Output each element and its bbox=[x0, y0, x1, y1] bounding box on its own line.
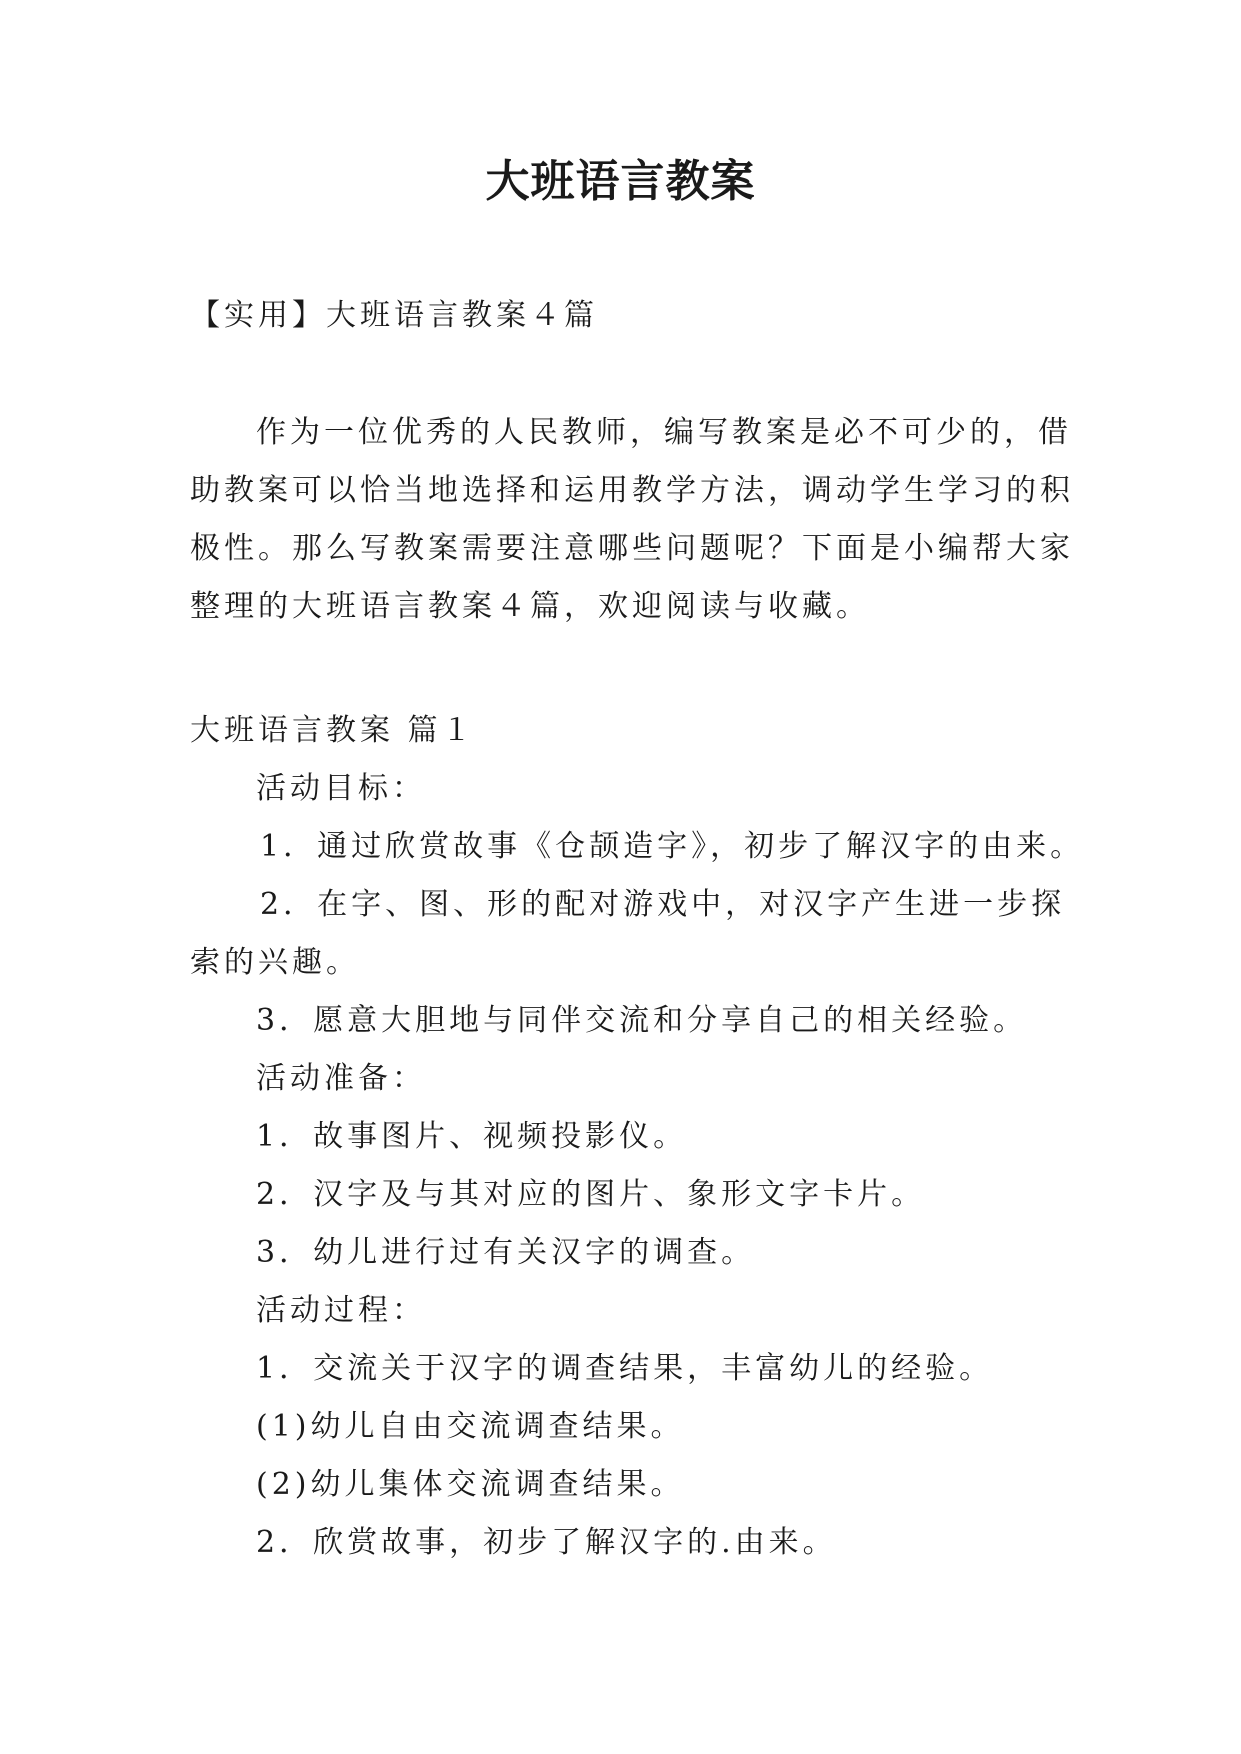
prep-item: 1．故事图片、视频投影仪。 bbox=[256, 1119, 688, 1154]
prep-item: 3．幼儿进行过有关汉字的调查。 bbox=[256, 1235, 756, 1270]
process-heading: 活动过程： bbox=[256, 1293, 426, 1328]
lesson-body bbox=[190, 702, 1090, 1572]
prep-item: 2．汉字及与其对应的图片、象形文字卡片。 bbox=[256, 1177, 926, 1212]
process-subitem: (1)幼儿自由交流调查结果。 bbox=[256, 1409, 685, 1444]
goal-item-continuation: 索的兴趣。 bbox=[190, 945, 360, 980]
goal-item: 3．愿意大胆地与同伴交流和分享自己的相关经验。 bbox=[256, 1003, 1028, 1038]
intro-paragraph bbox=[190, 404, 1074, 636]
intro-line: 作为一位优秀的人民教师，编写教案是必不可少的，借 bbox=[256, 415, 1072, 450]
process-item: 2．欣赏故事，初步了解汉字的.由来。 bbox=[256, 1525, 837, 1560]
document-subtitle: 【实用】大班语言教案４篇 bbox=[190, 298, 598, 333]
process-subitem: (2)幼儿集体交流调查结果。 bbox=[256, 1467, 685, 1502]
document-title: 大班语言教案 bbox=[485, 156, 756, 207]
intro-line: 助教案可以恰当地选择和运用教学方法，调动学生学习的积 bbox=[190, 473, 1074, 508]
intro-line: 整理的大班语言教案４篇，欢迎阅读与收藏。 bbox=[190, 589, 870, 624]
section-heading: 大班语言教案 篇１ bbox=[190, 713, 476, 748]
goal-item: 2．在字、图、形的配对游戏中，对汉字产生进一步探 bbox=[260, 887, 1066, 922]
goal-item: 1．通过欣赏故事《仓颉造字》，初步了解汉字的由来。 bbox=[260, 829, 1085, 864]
prep-heading: 活动准备： bbox=[256, 1061, 426, 1096]
process-item: 1．交流关于汉字的调查结果，丰富幼儿的经验。 bbox=[256, 1351, 994, 1386]
intro-line: 极性。那么写教案需要注意哪些问题呢？下面是小编帮大家 bbox=[190, 531, 1074, 566]
goals-heading: 活动目标： bbox=[256, 771, 426, 806]
